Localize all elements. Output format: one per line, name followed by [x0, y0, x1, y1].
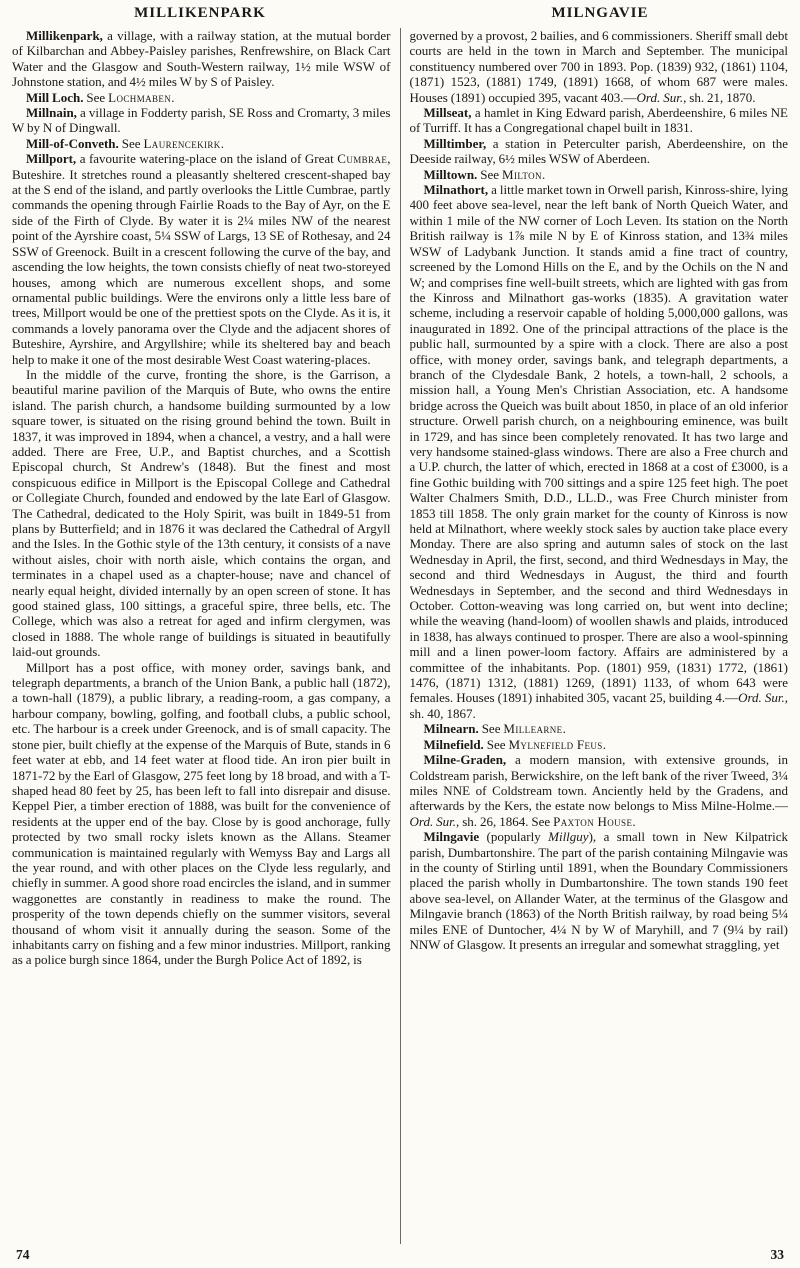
cross-reference: Milton: [501, 166, 542, 182]
running-head: [0, 0, 800, 22]
entry-paragraph: [12, 660, 391, 968]
entry-paragraph: [410, 28, 789, 105]
text-run: See: [483, 736, 509, 752]
text-run: a little market town in Orwell parish, Kinross-shire, lying 400 feet above sea-level, near the left bank of North Queich Water, and within 1 mile of the NW corner of Loch Leven. Its station on the North British railway is 1⅞ mile N by E of Kinross station, and 13¾ miles WSW of Ladybank Junction. It stands amid a fine tract of country, screened by the Lomond Hills on the E, and by the Ochils on the N and W; and comprises fine well-built streets, which are lighted with gas from the Kinross and Milnathort gas-works (1835). A gravitation water scheme, including a reservoir capable of holding 5,000,000 gallons, was inaugurated in 1892. One of the principal attractions of the place is the public hall, surmounted by a spire with a clock. There are also a post office, with money order, savings bank, and telegraph departments, a branch of the Clydesdale Bank, 2 hotels, a town-hall, 2 schools, a mission hall, a Young Men's Christian Association, etc. A handsome bridge across the Queich was built about 1850, in place of an old inferior structure. Orwell parish church, on a neighbouring eminence, was built in 1729, and has since been completely renovated. It has two large and very handsome stained-glass windows. There are also a Free church and a U.P. church, the latter of which, erected in 1868 at a cost of £3000, is a fine Gothic building with 700 sittings and a spire 125 feet high. The poet Walter Chalmers Smith, D.D., LL.D., was Free Church minister from 1853 till 1858. The only grain market for the county of Kinross is now held at Milnathort, where weekly stock sales by auction take place every Monday. There are also spring and autumn sales of stock on the last Wednesday in April, the first, second, and third Wednesdays in May, the second and third Wednesdays in August, the third and fourth Wednesdays in September, and the second and third Wednesdays in October. Cotton-weaving was long carried on, but went into decline; while the weaving (hand-loom) of woollen shawls and plaids, introduced in 1838, has always continued to prosper. There are also a wool-spinning mill and a linen power-loom factory. Affairs are administered by a committee of the inhabitants. Pop. (1801) 959, (1831) 1772, (1861) 1476, (1871) 1312, (1881) 1269, (1891) 1133, of whom 643 were females. Houses (1891) inhabited 305, vacant 25, building 4.—: [409, 182, 788, 706]
entry-term: Milnearn.: [423, 721, 479, 737]
text-run: a favourite watering-place on the island of Great: [76, 151, 338, 167]
text-run: a village in Fodderty parish, SE Ross and Cromarty, 3 miles W by N of Dingwall.: [12, 105, 391, 136]
italic-text: Millguy: [548, 829, 589, 845]
text-run: .: [220, 135, 224, 151]
text-run: See: [478, 721, 504, 737]
left-page-number: 74: [16, 1247, 30, 1262]
entry-paragraph: [410, 136, 789, 167]
right-column: [410, 28, 789, 1244]
text-run: .: [562, 721, 566, 737]
left-column: [12, 28, 391, 1244]
cross-reference: Mylnefield Feus: [508, 736, 603, 752]
entry-term: Mill Loch.: [26, 89, 84, 105]
text-run: See: [118, 135, 144, 151]
text-run: a village, with a railway station, at the mutual border of Kilbarchan and Abbey-Paisley parishes, Renfrewshire, on Black Cart Water and the Glasgow and South-Western railway, 1½ mile WSW of Johnstone station, and 4½ miles W by S of Paisley.: [12, 28, 391, 90]
entry-paragraph: [410, 105, 789, 136]
text-run: .: [602, 736, 606, 752]
text-run: a modern mansion, with extensive grounds, in Coldstream parish, Berwickshire, on the left bank of the river Tweed, 3¼ miles NNE of Coldstream town. Anciently held by the Gradens, and afterwards by the Kers, the estate now belongs to Miss Milne-Holme.—: [409, 752, 788, 814]
entry-paragraph: [12, 151, 391, 367]
entry-paragraph: [12, 136, 391, 151]
entry-term: Milltown.: [423, 166, 478, 182]
entry-paragraph: [410, 721, 789, 736]
cross-reference: Paxton House: [553, 813, 633, 829]
entry-term: Milltimber,: [423, 135, 487, 151]
entry-paragraph: [12, 28, 391, 90]
entry-paragraph: [410, 752, 789, 829]
text-run: sh. 26, 1864. See: [459, 813, 554, 829]
entry-term: Millport,: [26, 151, 77, 167]
right-column-header: MILNGAVIE: [551, 5, 649, 21]
entry-paragraph: [410, 167, 789, 182]
italic-text: Ord. Sur.,: [636, 89, 687, 105]
italic-text: Ord. Sur.,: [409, 813, 460, 829]
entry-term: Milne-Graden,: [423, 752, 507, 768]
entry-paragraph: [410, 182, 789, 721]
entry-term: Milngavie: [423, 829, 480, 845]
text-run: In the middle of the curve, fronting the shore, is the Garrison, a beautiful marine pavilion of the Marquis of Bute, who owns the entire island. The parish church, a handsome building surmounted by a low square tower, is situated on the rising ground behind the town. Built in 1837, it was improved in 1894, when a chancel, a vestry, and a hall were added. There are Free, U.P., and Baptist churches, and a Scottish Episcopal church, St Andrew's (1848). But the finest and most conspicuous edifice in Millport is the Episcopal College and Cathedral or Collegiate Church, founded and endowed by the late Earl of Glasgow. The Cathedral, dedicated to the Holy Spirit, was built in 1849-51 from plans by Butterfield; and in 1876 it was declared the Cathedral of Argyll and the Isles. In the Gothic style of the 13th century, it consists of a nave without aisles, choir with north aisle, which contains the organ, and terminates in a chapel used as a chapter-house; nave and chancel of nearly equal height, divided internally by an open screen of stone. It has good stained glass, 100 sittings, a graceful spire, three bells, etc. The College, which was also a retreat for aged and infirm clergymen, was closed in 1888. The whole range of buildings is situated in beautifully laid-out grounds.: [12, 366, 391, 660]
text-run: See: [477, 166, 502, 182]
cross-reference: Millearne: [503, 721, 563, 737]
text-run: (popularly: [479, 829, 549, 845]
column-divider: [400, 28, 401, 1244]
entry-term: Millseat,: [423, 105, 472, 121]
entry-term: Mill-of-Conveth.: [26, 135, 119, 151]
entry-term: Milnathort,: [423, 182, 489, 198]
text-run: .: [541, 166, 546, 182]
cross-reference: Cumbrae: [337, 151, 388, 167]
cross-reference: Laurencekirk: [143, 135, 221, 151]
entry-paragraph: [410, 829, 789, 952]
text-run: sh. 21, 1870.: [686, 89, 756, 105]
columns: [12, 28, 788, 1244]
cross-reference: Lochmaben: [108, 89, 172, 105]
entry-term: Milnefield.: [423, 736, 484, 752]
entry-paragraph: [12, 90, 391, 105]
text-run: See: [83, 89, 109, 105]
text-run: ), a small town in New Kilpatrick parish, Dumbartonshire. The part of the parish containing Milngavie was in the county of Stirling until 1891, when the Boundary Commissioners placed the parish wholly in Dumbartonshire. The town stands 190 feet above sea-level, on Allander Water, at the terminus of the Glasgow and Milngavie branch (1863) of the North British railway, by road being 5¼ miles ENE of Duntocher, 4¼ N by W of Maryhill, and 7 (9¼ by rail) NNW of Glasgow. It presents an irregular and somewhat straggling, yet: [409, 829, 788, 952]
left-column-header: MILLIKENPARK: [134, 5, 266, 21]
right-page-number: 33: [770, 1247, 784, 1262]
entry-paragraph: [12, 367, 391, 660]
text-run: governed by a provost, 2 bailies, and 6 commissioners. Sheriff small debt courts are held in the town in March and September. The municipal constituency numbered over 700 in 1893. Pop. (1839) 932, (1861) 1104, (1871) 1523, (1881) 1749, (1891) 1668, of whom 687 were males. Houses (1891) occupied 395, vacant 403.—: [409, 28, 788, 105]
italic-text: Ord. Sur.,: [738, 690, 788, 706]
text-run: Millport has a post office, with money order, savings bank, and telegraph departments, a branch of the Union Bank, a public hall (1872), a town-hall (1879), a public library, a reading-room, a gas company, a harbour company, bowling, golfing, and football clubs, a public school, etc. The harbour is a creek under Greenock, and is of small capacity. The stone pier, built chiefly at the expense of the Marquis of Bute, stands in 6 feet water at ebb, and 14 feet water at flood tide. An iron pier built in 1871-72 by the Earl of Glasgow, 275 feet long by 18 broad, and with a T-shaped head 80 feet by 25, has been left to fall into disrepair and disuse. Keppel Pier, a timber erection of 1888, was built for the convenience of residents at the upper end of the bay. Close by is good anchorage, fully protected by two small rocky islets known as the Allans. Steamer communication is maintained regularly with Wemyss Bay and Largs all the year round, and with other places on the Clyde less regularly, and chiefly in summer. A good shore road encircles the island, and in summer waggonettes are constantly in readiness to make the round. The prosperity of the town depends chiefly on the summer visitors, several thousand of whom visit it annually during the season. Some of the inhabitants carry on fishing and a few minor industries. Millport, ranking as a police burgh since 1864, under the Burgh Police Act of 1892, is: [12, 659, 391, 968]
text-run: .: [632, 813, 636, 829]
text-run: sh. 40, 1867.: [409, 705, 476, 721]
text-run: .: [171, 89, 175, 105]
text-run: a station in Peterculter parish, Aberdeenshire, on the Deeside railway, 6½ miles WSW of Aberdeen.: [409, 135, 788, 167]
text-run: , Buteshire. It stretches round a pleasantly sheltered crescent-shaped bay at the S end of the island, and partly overlooks the Little Cumbrae, partly commands the opening through Fairlie Roads to the Bay of Ayr, on the E side of the Firth of Clyde. By water it is 2¼ miles NW of the nearest point of the Ayrshire coast, 5¼ SSW of Largs, 13 SE of Rothesay, and 24 SSW of Greenock. Built in a crescent following the curve of the bay, and ascending the low heights, the town consists chiefly of neat two-storeyed houses, among which are numerous excellent shops, and some ornamental public buildings. Were the environs only a little less bare of trees, Millport would be one of the prettiest spots on the Clyde. As it is, it commands a lovely panorama over the Clyde and the adjacent shores of Buteshire, Ayrshire, and Argyllshire; while its sheltered bay and beach help to make it one of the most desirable West Coast watering-places.: [12, 151, 391, 367]
entry-term: Millikenpark,: [26, 28, 103, 43]
entry-paragraph: [410, 737, 789, 752]
entry-paragraph: [12, 105, 391, 136]
entry-term: Millnain,: [26, 105, 77, 121]
text-run: a hamlet in King Edward parish, Aberdeenshire, 6 miles NE of Turriff. It has a Congregational chapel built in 1831.: [409, 105, 788, 136]
